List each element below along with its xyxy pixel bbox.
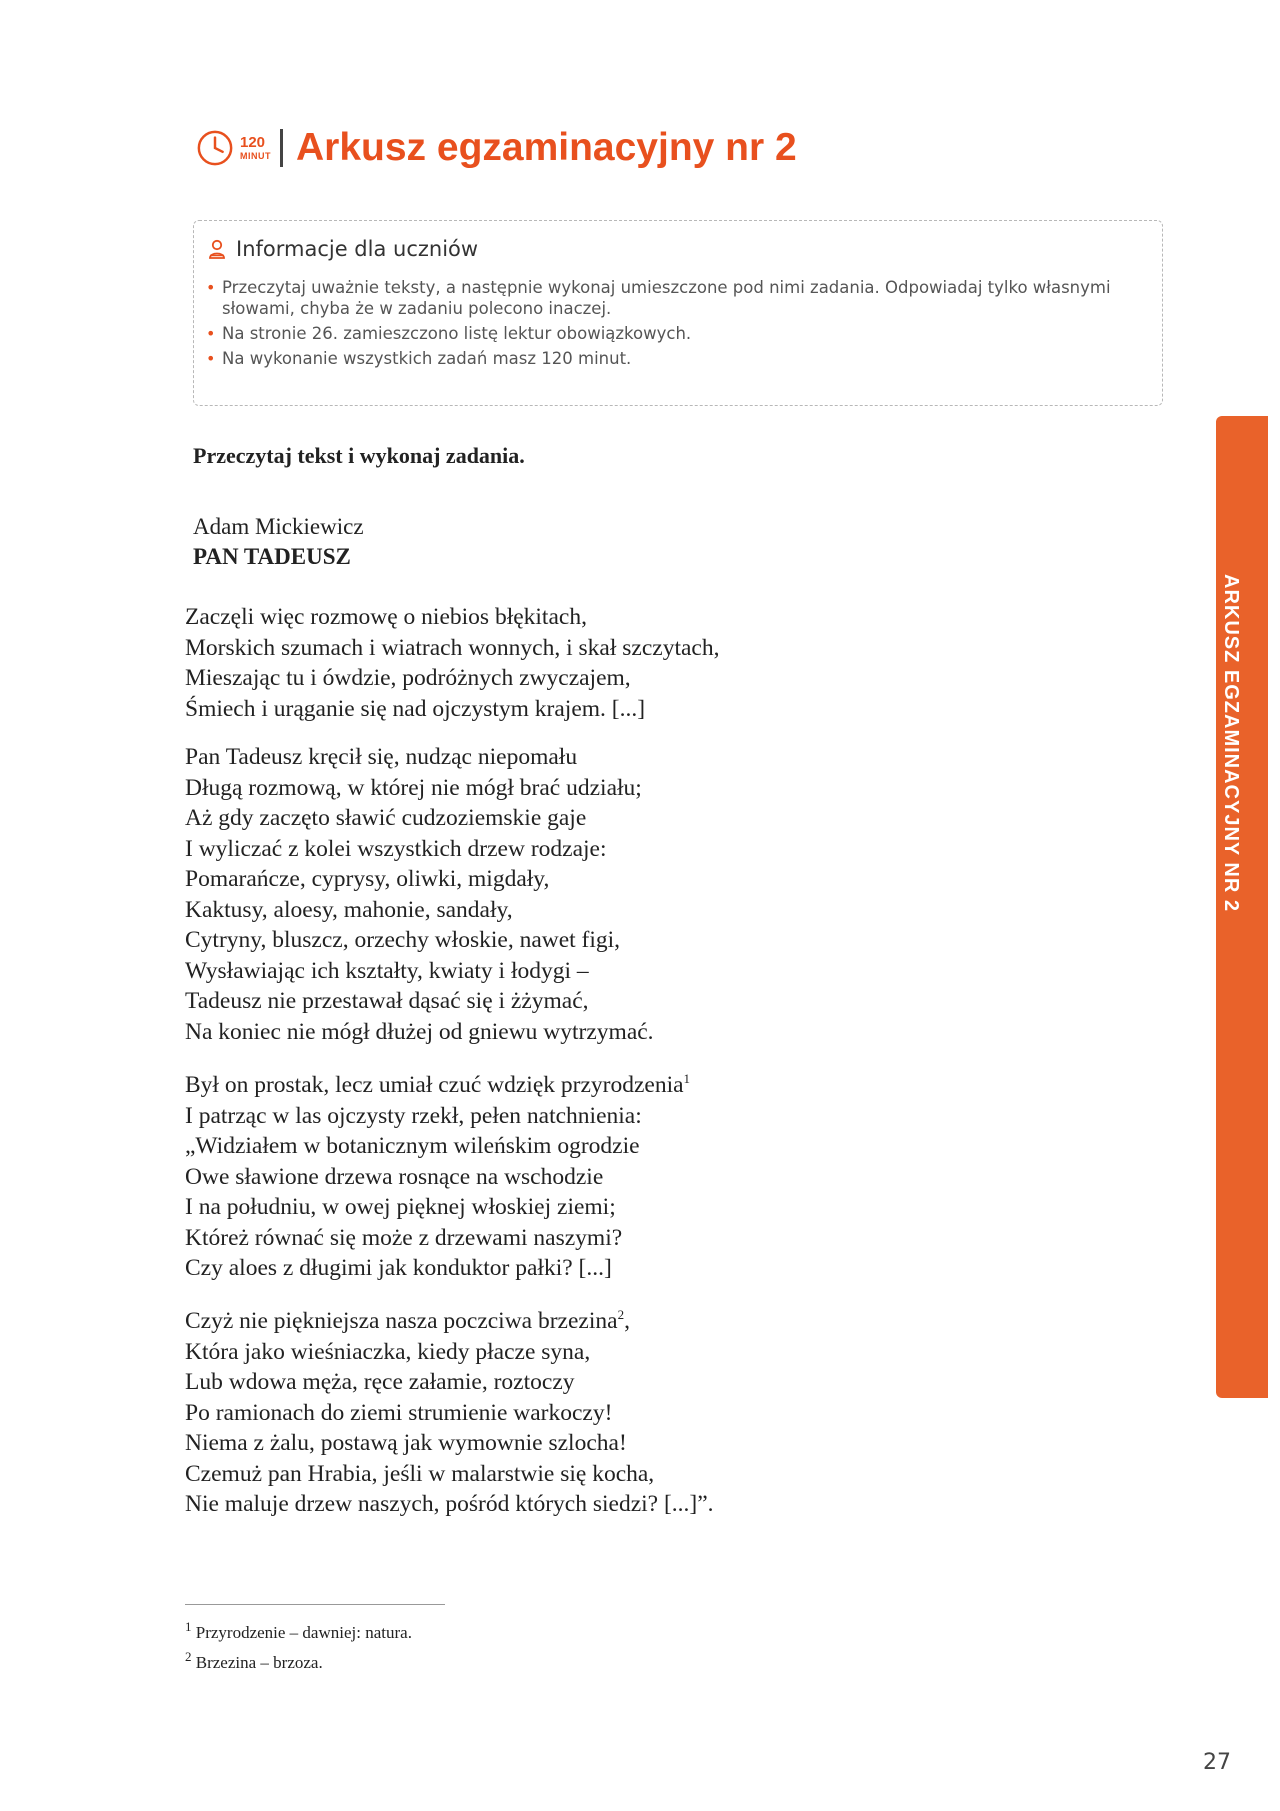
poem-line: Śmiech i urąganie się nad ojczystym krajem. [...] — [185, 695, 646, 722]
footnote-ref: 1 — [683, 1071, 691, 1086]
clock-icon — [196, 129, 234, 167]
poem-line: Czemuż pan Hrabia, jeśli w malarstwie się kocha, — [185, 1460, 655, 1487]
poem-line — [185, 1306, 985, 1337]
poem-line: Pomarańcze, cyprysy, oliwki, migdały, — [185, 866, 550, 892]
poem-line: Cytryny, bluszcz, orzechy włoskie, nawet figi, — [185, 927, 621, 953]
poem-line: Pan Tadeusz kręcił się, nudząc niepomału — [185, 744, 578, 770]
instruction: Przeczytaj tekst i wykonaj zadania. — [193, 443, 525, 468]
footnote-number: 2 — [185, 1649, 192, 1664]
poem-line: Morskich szumach i wiatrach wonnych, i skał szczytach, — [185, 634, 720, 661]
poem-line: Zaczęli więc rozmowę o niebios błękitach, — [185, 604, 587, 630]
poem-line: I patrząc w las ojczysty rzekł, pełen natchnienia: — [185, 1102, 642, 1129]
header-divider — [280, 129, 283, 167]
footnotes — [185, 1618, 412, 1678]
poem-line: Lub wdowa męża, ręce załamie, roztoczy — [185, 1369, 575, 1395]
poem-line: I na południu, w owej pięknej włoskiej ziemi; — [185, 1194, 616, 1220]
info-list — [206, 277, 1136, 373]
poem-line: Długą rozmową, w której nie mógł brać udziału; — [185, 774, 642, 801]
info-item-text: Na wykonanie wszystkich zadań masz 120 minut. — [222, 349, 632, 368]
bullet-icon: • — [206, 278, 216, 297]
poem-line: Kaktusy, aloesy, mahonie, sandały, — [185, 896, 513, 923]
work-title: PAN TADEUSZ — [193, 544, 351, 569]
page-number: 27 — [1203, 1750, 1231, 1775]
time-limit — [240, 135, 271, 161]
info-heading — [208, 237, 478, 261]
side-tab — [1216, 416, 1268, 1398]
footnote-divider — [185, 1604, 445, 1605]
info-item-text: Na stronie 26. zamieszczono listę lektur obowiązkowych. — [222, 324, 692, 343]
poem-line-text: Czyż nie piękniejsza nasza poczciwa brzezina — [185, 1308, 618, 1334]
poem-line: Tadeusz nie przestawał dąsać się i żżymać, — [185, 988, 589, 1014]
footnote — [185, 1618, 412, 1648]
poem-line: Aż gdy zaczęto sławić cudzoziemskie gaje — [185, 805, 587, 831]
info-item — [206, 323, 1136, 344]
footnote-ref: 2 — [617, 1307, 625, 1322]
person-icon — [208, 239, 226, 259]
poem-line: Któreż równać się może z drzewami naszymi? — [185, 1224, 623, 1251]
poem-stanza-1 — [185, 602, 985, 724]
bullet-icon: • — [206, 349, 216, 368]
footnote-text: Brzezina – brzoza. — [195, 1653, 323, 1672]
poem-line-end: , — [624, 1308, 630, 1334]
poem-line: Która jako wieśniaczka, kiedy płacze syna, — [185, 1338, 591, 1365]
time-unit: MINUT — [240, 151, 271, 161]
author: Adam Mickiewicz — [193, 514, 364, 539]
poem-line: „Widziałem w botanicznym wileńskim ogrodzie — [185, 1133, 640, 1159]
poem-stanza-4 — [185, 1306, 985, 1520]
time-value: 120 — [240, 134, 266, 151]
poem-line: Po ramionach do ziemi strumienie warkoczy! — [185, 1399, 613, 1426]
footnote — [185, 1648, 412, 1678]
poem-line: Mieszając tu i ówdzie, podróżnych zwyczajem, — [185, 665, 631, 691]
poem-line: Owe sławione drzewa rosnące na wschodzie — [185, 1163, 604, 1190]
poem-line: Niema z żalu, postawą jak wymownie szlocha! — [185, 1430, 627, 1456]
poem-line: Nie maluje drzew naszych, pośród których siedzi? [...]”. — [185, 1491, 714, 1517]
poem-stanza-2 — [185, 742, 985, 1047]
poem-line — [185, 1070, 985, 1101]
poem-line: Wysławiając ich kształty, kwiaty i łodygi – — [185, 957, 589, 984]
page-header — [196, 118, 797, 178]
poem-line: I wyliczać z kolei wszystkich drzew rodzaje: — [185, 835, 607, 862]
page-title: Arkusz egzaminacyjny nr 2 — [296, 126, 797, 169]
info-item-text: Przeczytaj uważnie teksty, a następnie wykonaj umieszczone pod nimi zadania. Odpowiadaj tylko własnymi słowami, chyba że w zadaniu polecono inaczej. — [222, 278, 1111, 318]
info-item — [206, 348, 1136, 369]
poem-line: Czy aloes z długimi jak konduktor pałki? [...] — [185, 1255, 612, 1281]
info-item — [206, 277, 1136, 319]
poem-line-text: Był on prostak, lecz umiał czuć wdzięk przyrodzenia — [185, 1072, 684, 1098]
footnote-text: Przyrodzenie – dawniej: natura. — [195, 1623, 412, 1642]
bullet-icon: • — [206, 324, 216, 343]
side-tab-label: ARKUSZ EGZAMINACYJNY NR 2 — [1220, 574, 1242, 912]
info-box — [193, 220, 1163, 406]
poem-stanza-3 — [185, 1070, 985, 1284]
footnote-number: 1 — [185, 1619, 192, 1634]
poem-line: Na koniec nie mógł dłużej od gniewu wytrzymać. — [185, 1018, 654, 1045]
info-heading-text: Informacje dla uczniów — [236, 237, 479, 261]
